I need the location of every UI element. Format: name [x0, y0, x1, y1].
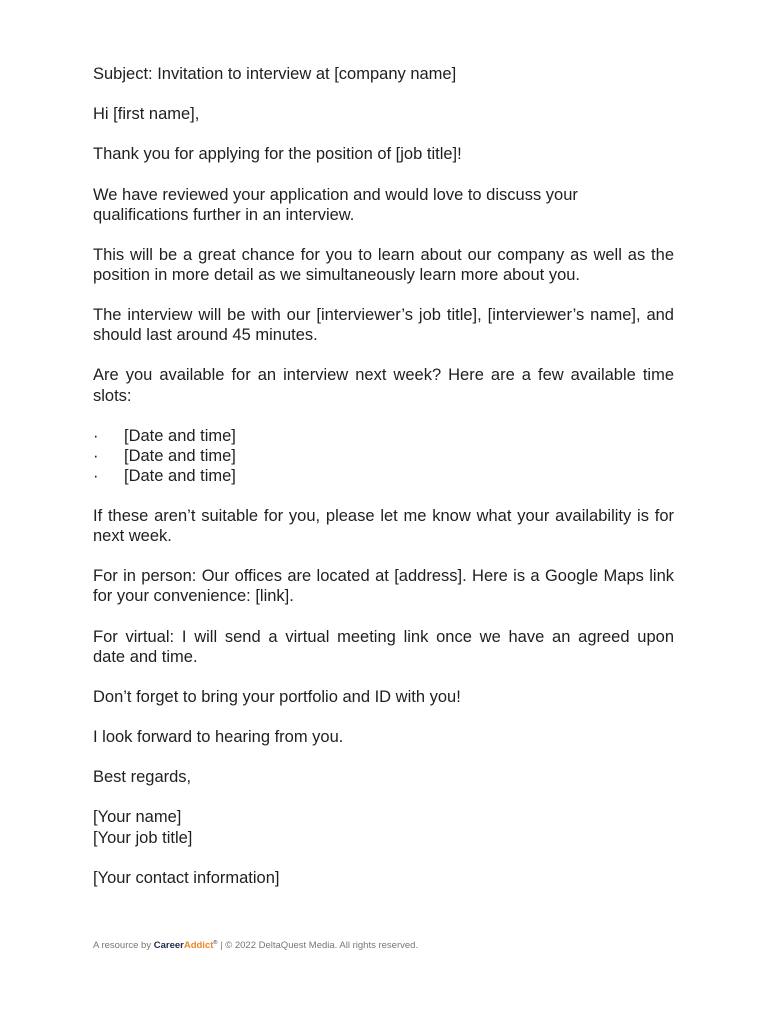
contact-paragraph — [93, 868, 674, 888]
time-slot-text: [Date and time] — [124, 426, 236, 445]
reminder-line: Don’t forget to bring your portfolio and ID with you! — [93, 687, 461, 706]
availability-paragraph — [93, 365, 674, 405]
footer-prefix: A resource by — [93, 940, 152, 951]
chance-paragraph — [93, 245, 674, 285]
time-slot-item — [93, 466, 674, 486]
reviewed-paragraph — [93, 185, 674, 225]
time-slot-text: [Date and time] — [124, 466, 236, 485]
chance-line-1: This will be a great chance for you to learn about our company as well as the — [93, 245, 674, 264]
unsuitable-paragraph — [93, 506, 674, 546]
reviewed-line-1: We have reviewed your application and would love to discuss your — [93, 185, 578, 204]
letter-body — [93, 64, 674, 908]
availability-line-1: Are you available for an interview next week? Here are a few available time — [93, 366, 674, 385]
footer-credit — [93, 940, 418, 952]
sign-off-line: Best regards, — [93, 768, 192, 787]
sign-off-paragraph — [93, 767, 674, 787]
virtual-paragraph — [93, 627, 674, 667]
subject-paragraph — [93, 64, 674, 84]
virtual-line-2: date and time. — [93, 647, 198, 666]
bullet-dot: · — [93, 466, 99, 485]
signature-block — [93, 807, 674, 847]
registered-mark: ® — [213, 940, 218, 946]
time-slot-item — [93, 426, 674, 446]
thank-you-paragraph — [93, 144, 674, 164]
reminder-paragraph — [93, 687, 674, 707]
virtual-line-1: For virtual: I will send a virtual meeting link once we have an agreed upon — [93, 627, 674, 646]
time-slot-list — [93, 426, 674, 486]
in-person-line-1: For in person: Our offices are located at [address]. Here is a Google Maps link — [93, 567, 674, 586]
chance-line-2: position in more detail as we simultaneously learn more about you. — [93, 265, 581, 284]
careeraddict-logo — [154, 940, 218, 951]
brand-name-career: Career — [153, 940, 184, 951]
greeting-paragraph — [93, 104, 674, 124]
reviewed-line-2: qualifications further in an interview. — [93, 205, 355, 224]
bullet-dot: · — [93, 446, 99, 465]
unsuitable-line-1: If these aren’t suitable for you, please let me know what your availability is for — [93, 507, 674, 526]
closing-paragraph — [93, 727, 674, 747]
signature-name: [Your name] — [93, 808, 182, 827]
interviewer-line-1: The interview will be with our [interviewer’s job title], [interviewer’s name], and — [93, 306, 674, 325]
footer-copyright: © 2022 DeltaQuest Media. All rights reserved. — [225, 940, 419, 951]
time-slot-text: [Date and time] — [124, 446, 236, 465]
in-person-line-2: for your convenience: [link]. — [93, 587, 294, 606]
time-slot-item — [93, 446, 674, 466]
thank-you-line: Thank you for applying for the position of [job title]! — [93, 145, 462, 164]
closing-line: I look forward to hearing from you. — [93, 728, 344, 747]
interviewer-paragraph — [93, 305, 674, 345]
subject-line: Subject: Invitation to interview at [company name] — [93, 65, 457, 83]
in-person-paragraph — [93, 566, 674, 606]
brand-name-addict: Addict — [183, 940, 214, 951]
unsuitable-line-2: next week. — [93, 527, 172, 546]
signature-job-title: [Your job title] — [93, 828, 193, 847]
availability-line-2: slots: — [93, 386, 132, 405]
bullet-dot: · — [93, 426, 99, 445]
contact-line: [Your contact information] — [93, 868, 280, 887]
footer-separator: | — [220, 940, 223, 951]
interviewer-line-2: should last around 45 minutes. — [93, 326, 318, 345]
greeting-line: Hi [first name], — [93, 105, 200, 124]
